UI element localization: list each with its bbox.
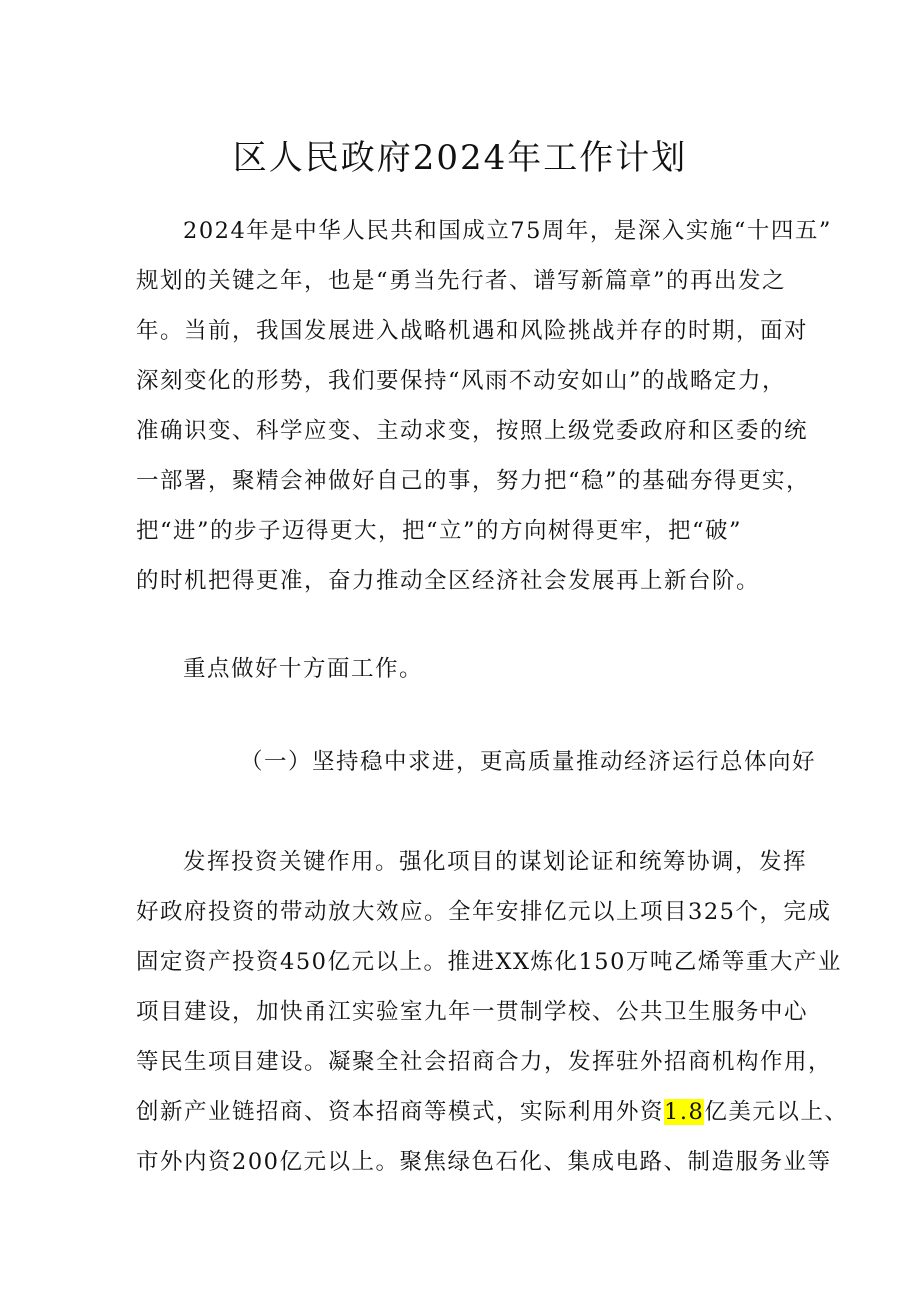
intro-line: 的时机把得更准，奋力推动全区经济社会发展再上新台阶。 [136, 568, 761, 594]
document-title: 区人民政府2024年工作计划 [232, 138, 688, 178]
intro-line: 准确识变、科学应变、主动求变，按照上级党委政府和区委的统 [136, 418, 809, 444]
body-line: 发挥投资关键作用。强化项目的谋划论证和统筹协调，发挥 [183, 849, 808, 875]
body-line: 等民生项目建设。凝聚全社会招商合力，发挥驻外招商机构作用， [136, 1049, 833, 1075]
body-line: 好政府投资的带动放大效应。全年安排亿元以上项目325个，完成 [136, 899, 832, 925]
intro-line: 把“进”的步子迈得更大，把“立”的方向树得更牢，把“破” [136, 518, 743, 544]
highlighted-value: 1.8 [664, 1099, 705, 1125]
body-line [136, 1094, 849, 1130]
intro-line: 一部署，聚精会神做好自己的事，努力把“稳”的基础夯得更实， [136, 468, 811, 494]
body-text: 亿美元以上、 [704, 1099, 849, 1125]
intro-line: 2024年是中华人民共和国成立75周年，是深入实施“十四五” [183, 218, 832, 244]
focus-line: 重点做好十方面工作。 [183, 656, 424, 682]
body-line: 市外内资200亿元以上。聚焦绿色石化、集成电路、制造服务业等 [136, 1149, 832, 1175]
body-line: 项目建设，加快甬江实验室九年一贯制学校、公共卫生服务中心 [136, 999, 809, 1025]
body-text: 创新产业链招商、资本招商等模式，实际利用外资 [136, 1099, 665, 1125]
intro-line: 规划的关键之年，也是“勇当先行者、谱写新篇章”的再出发之 [136, 268, 787, 294]
intro-line: 年。当前，我国发展进入战略机遇和风险挑战并存的时期，面对 [136, 318, 809, 344]
body-line: 固定资产投资450亿元以上。推进XX炼化150万吨乙烯等重大产业 [136, 949, 842, 975]
section-heading: （一）坚持稳中求进，更高质量推动经济运行总体向好 [240, 749, 817, 775]
intro-line: 深刻变化的形势，我们要保持“风雨不动安如山”的战略定力， [136, 368, 787, 394]
